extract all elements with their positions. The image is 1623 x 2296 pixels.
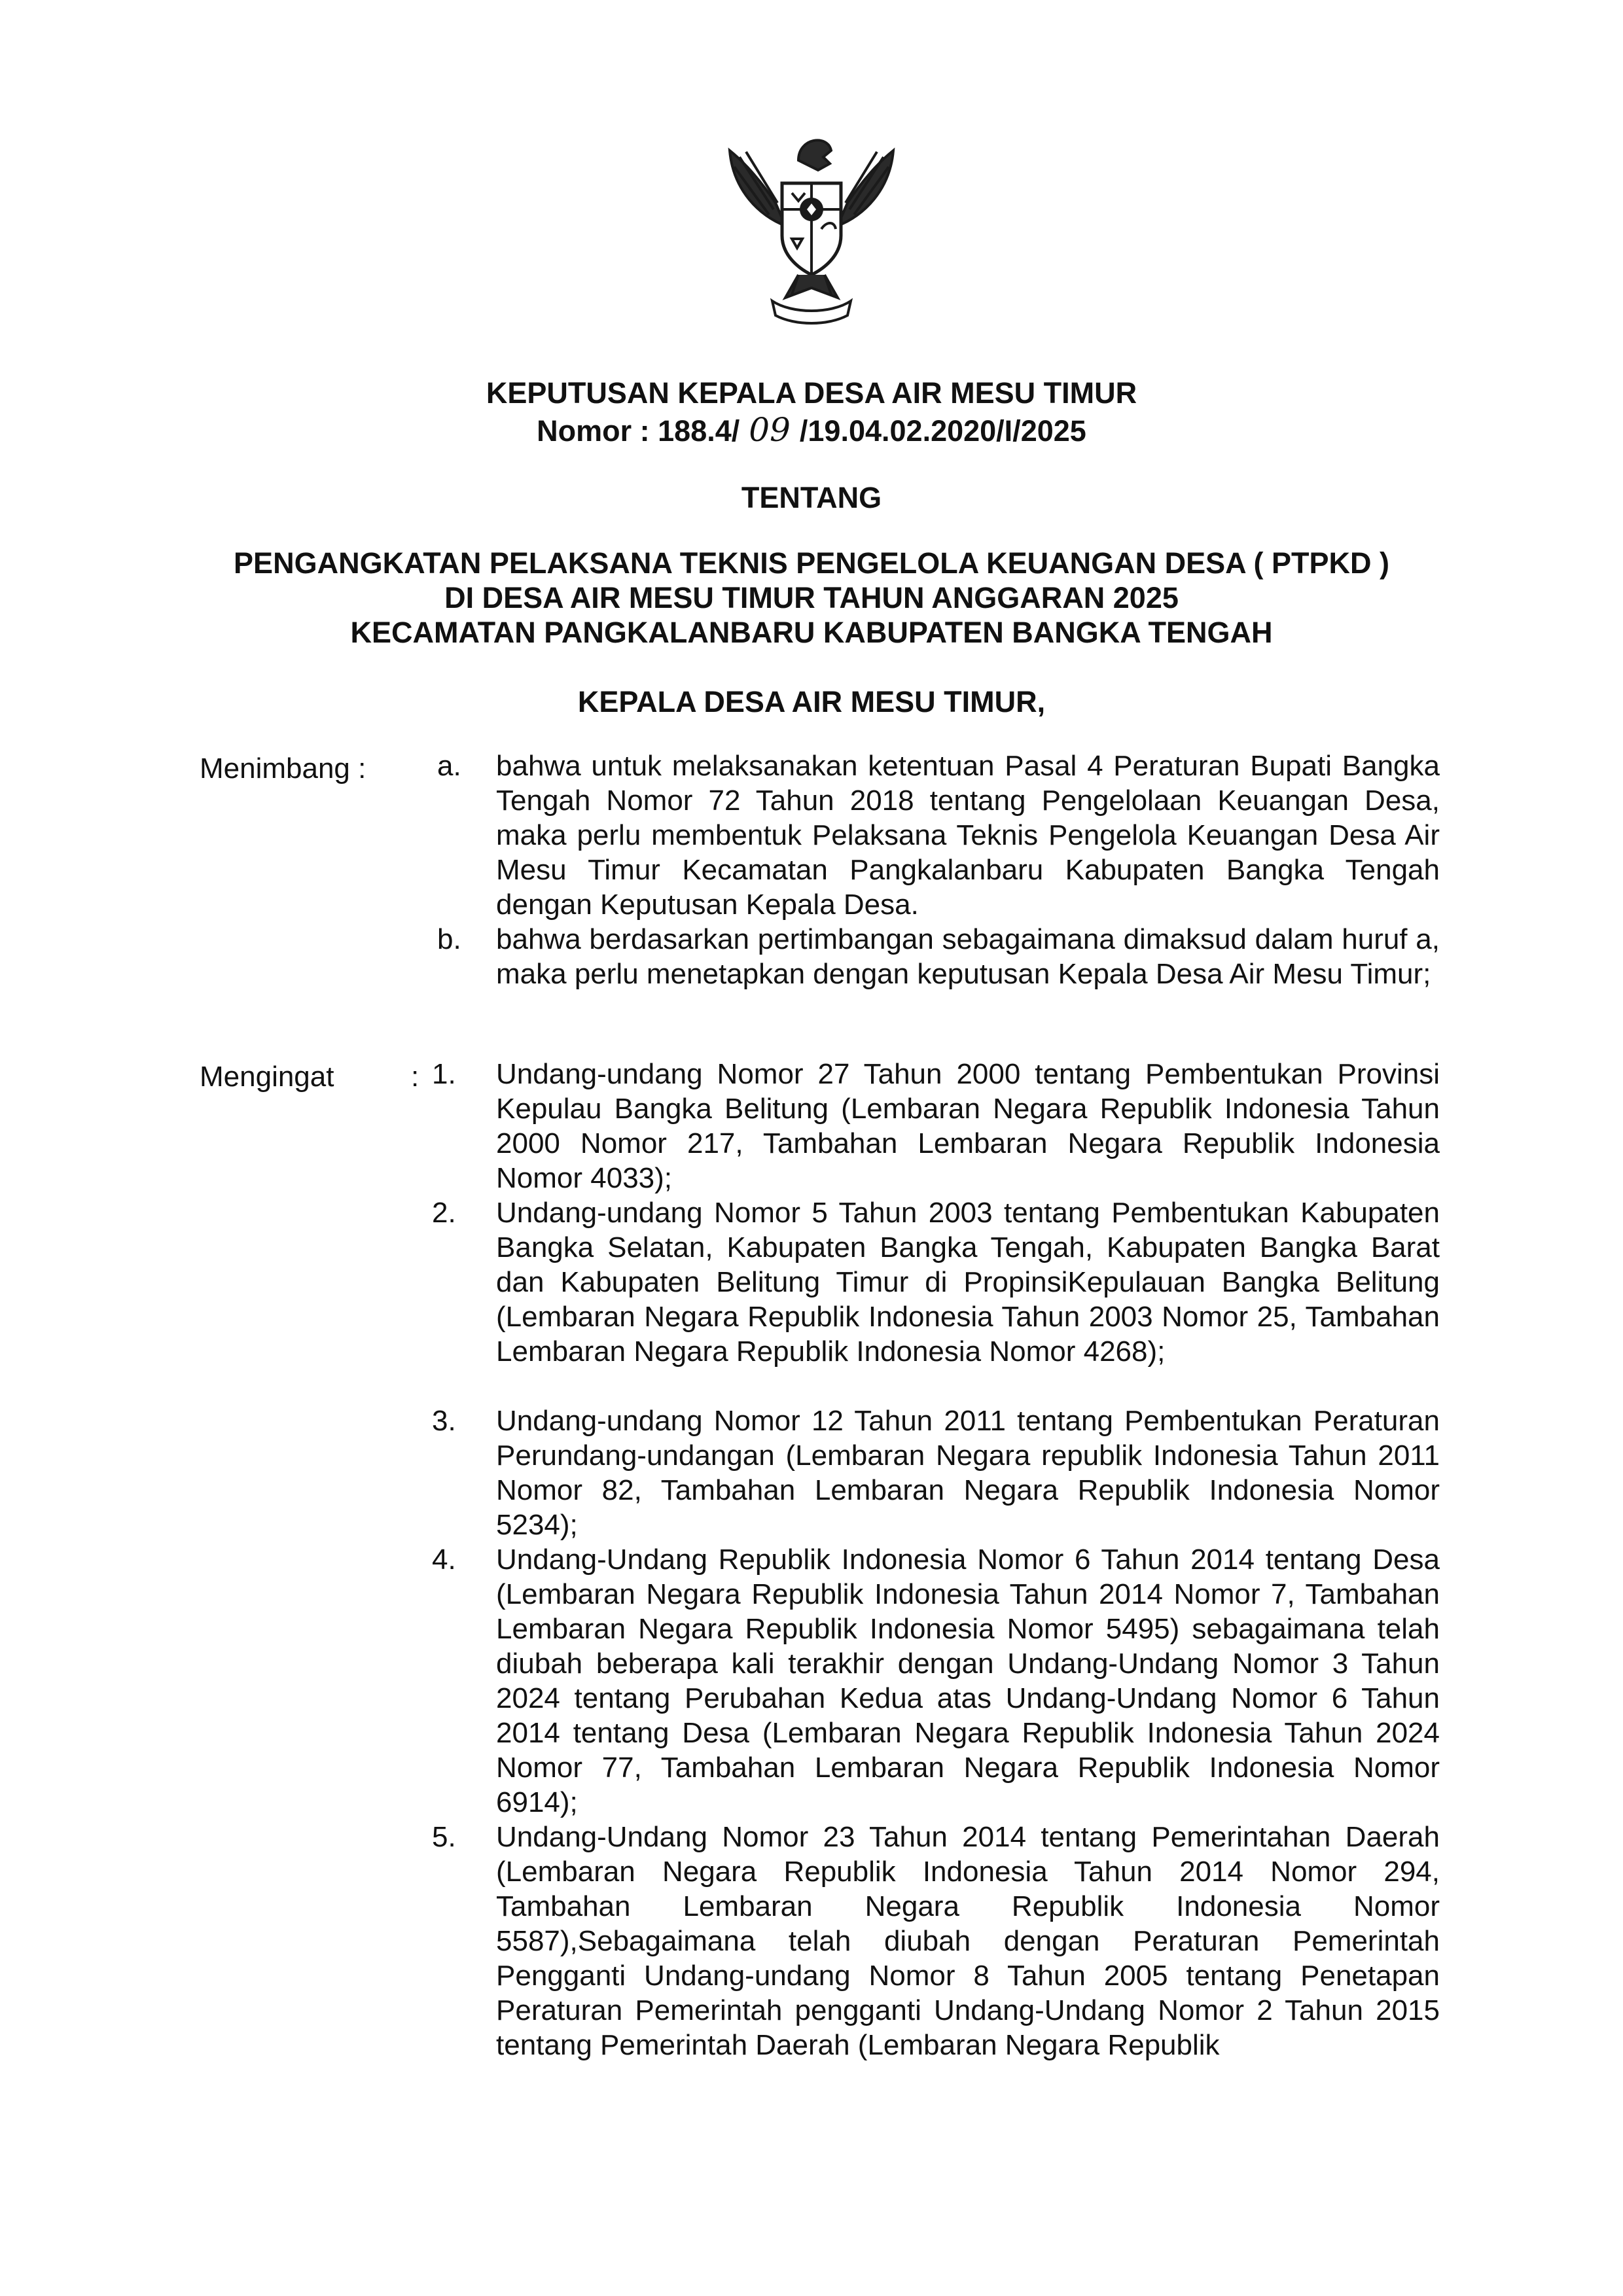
garuda-emblem [700, 111, 923, 327]
list-item-marker: 3. [432, 1405, 456, 1437]
subject-line-2: DI DESA AIR MESU TIMUR TAHUN ANGGARAN 2025 [444, 581, 1179, 614]
mengingat-item-1: Undang-undang Nomor 27 Tahun 2000 tentang Pembentukan Provinsi Kepulau Bangka Belitung (Lembaran Negara Republik Indonesia Tahun 2000 Nomor 217, Tambahan Lembaran Negara Republik Indonesia Nomor 4033); [496, 1058, 1440, 1194]
decree-number [0, 411, 1623, 449]
subject-line-1: PENGANGKATAN PELAKSANA TEKNIS PENGELOLA KEUANGAN DESA ( PTPKD ) [234, 546, 1389, 580]
mengingat-item-2: Undang-undang Nomor 5 Tahun 2003 tentang Pembentukan Kabupaten Bangka Selatan, Kabupaten Bangka Tengah, Kabupaten Bangka Barat dan Kabupaten Belitung Timur di PropinsiKepulauan Bangka Belitung (Lembaran Negara Republik Indonesia Tahun 2003 Nomor 25, Tambahan Lembaran Negara Republik Indonesia Nomor 4268); [496, 1197, 1440, 1368]
list-item-marker: b. [437, 923, 461, 955]
list-item-marker: a. [437, 750, 461, 782]
decree-number-suffix: /19.04.02.2020/I/2025 [799, 414, 1086, 448]
mengingat-item-5: Undang-Undang Nomor 23 Tahun 2014 tentang Pemerintahan Daerah (Lembaran Negara Republik Indonesia Tahun 2014 Nomor 294, Tambahan Lembaran Negara Republik Indonesia Nomor 5587),Sebagaimana telah diubah dengan Peraturan Pemerintah Pengganti Undang-undang Nomor 8 Tahun 2005 tentang Penetapan Peraturan Pemerintah pengganti Undang-Undang Nomor 2 Tahun 2015 tentang Pemerintah Daerah (Lembaran Negara Republik [496, 1821, 1440, 2061]
issuer-heading: KEPALA DESA AIR MESU TIMUR, [577, 685, 1046, 718]
tentang-heading: TENTANG [741, 481, 882, 514]
decree-number-handwritten: 09 [749, 411, 791, 449]
decree-number-prefix: Nomor : 188.4/ [537, 414, 740, 448]
subject-line-3: KECAMATAN PANGKALANBARU KABUPATEN BANGKA TENGAH [350, 616, 1273, 649]
mengingat-label: Mengingat [200, 1061, 334, 1093]
menimbang-item-a: bahwa untuk melaksanakan ketentuan Pasal 4 Peraturan Bupati Bangka Tengah Nomor 72 Tahun 2018 tentang Pengelolaan Keuangan Desa, maka perlu membentuk Pelaksana Teknis Pengelola Keuangan Desa Air Mesu Timur Kecamatan Pangkalanbaru Kabupaten Bangka Tengah dengan Keputusan Kepala Desa. [496, 750, 1440, 921]
decree-title: KEPUTUSAN KEPALA DESA AIR MESU TIMUR [486, 376, 1137, 410]
mengingat-item-4: Undang-Undang Republik Indonesia Nomor 6 Tahun 2014 tentang Desa (Lembaran Negara Republik Indonesia Tahun 2014 Nomor 7, Tambahan Lembaran Negara Republik Indonesia Nomor 5495) sebagaimana telah diubah beberapa kali terakhir dengan Undang-Undang Nomor 3 Tahun 2024 tentang Perubahan Kedua atas Undang-Undang Nomor 6 Tahun 2014 tentang Desa (Lembaran Negara Republik Indonesia Tahun 2024 Nomor 77, Tambahan Lembaran Negara Republik Indonesia Nomor 6914); [496, 1544, 1440, 1818]
list-item-marker: 1. [432, 1058, 456, 1090]
menimbang-label: Menimbang : [200, 752, 366, 785]
list-item-marker: 4. [432, 1544, 456, 1576]
list-item-marker: 5. [432, 1821, 456, 1853]
list-item-marker: 2. [432, 1197, 456, 1229]
menimbang-item-b: bahwa berdasarkan pertimbangan sebagaimana dimaksud dalam huruf a, maka perlu menetapkan dengan keputusan Kepala Desa Air Mesu Timur; [496, 923, 1440, 990]
mengingat-item-3: Undang-undang Nomor 12 Tahun 2011 tentang Pembentukan Peraturan Perundang-undangan (Lembaran Negara republik Indonesia Tahun 2011 Nomor 82, Tambahan Lembaran Negara Republik Indonesia Nomor 5234); [496, 1405, 1440, 1541]
mengingat-colon: : [411, 1061, 419, 1093]
